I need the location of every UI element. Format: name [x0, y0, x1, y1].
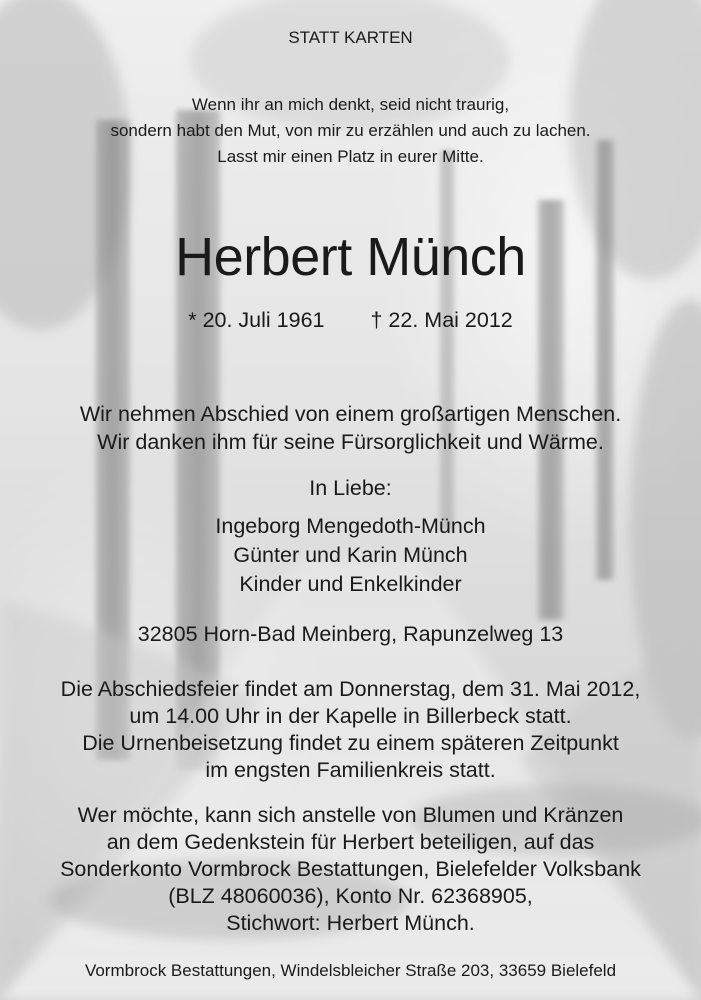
poem-line: Lasst mir einen Platz in eurer Mitte.	[217, 147, 484, 166]
family-address: 32805 Horn-Bad Meinberg, Rapunzelweg 13	[137, 622, 564, 646]
mourner-name: Günter und Karin Münch	[233, 543, 468, 567]
ceremony-line: Die Abschiedsfeier findet am Donnerstag, dem 31. Mai 2012,	[60, 677, 641, 701]
donation-line: an dem Gedenkstein für Herbert beteiligen, auf das	[106, 830, 595, 854]
poem-line: sondern habt den Mut, von mir zu erzählen und auch zu lachen.	[110, 121, 591, 140]
donation-line: Stichwort: Herbert Münch.	[226, 911, 475, 935]
donation-line: Wer möchte, kann sich anstelle von Blumen und Kränzen	[77, 803, 624, 827]
ceremony-line: im engsten Familienkreis statt.	[205, 758, 496, 782]
mourner-name: Ingeborg Mengedoth-Münch	[215, 514, 486, 538]
birth-date: * 20. Juli 1961	[188, 308, 325, 332]
donation-line: (BLZ 48060036), Konto Nr. 62368905,	[168, 884, 533, 908]
mourner-name: Kinder und Enkelkinder	[239, 572, 462, 596]
farewell-line: Wir danken ihm für seine Fürsorglichkeit und Wärme.	[97, 430, 604, 454]
death-date: † 22. Mai 2012	[370, 308, 513, 332]
in-love-label: In Liebe:	[309, 476, 392, 500]
donation-line: Sonderkonto Vormbrock Bestattungen, Bielefelder Volksbank	[60, 857, 641, 881]
ceremony-line: Die Urnenbeisetzung findet zu einem späteren Zeitpunkt	[82, 731, 619, 755]
life-dates	[0, 308, 701, 333]
deceased-name: Herbert Münch	[175, 227, 526, 287]
farewell-line: Wir nehmen Abschied von einem großartigen Menschen.	[79, 402, 622, 426]
statt-karten-header: STATT KARTEN	[288, 28, 413, 47]
poem-line: Wenn ihr an mich denkt, seid nicht traurig,	[191, 95, 510, 114]
ceremony-line: um 14.00 Uhr in der Kapelle in Billerbeck statt.	[129, 704, 572, 728]
funeral-home-footer: Vormbrock Bestattungen, Windelsbleicher Straße 203, 33659 Bielefeld	[84, 961, 617, 980]
